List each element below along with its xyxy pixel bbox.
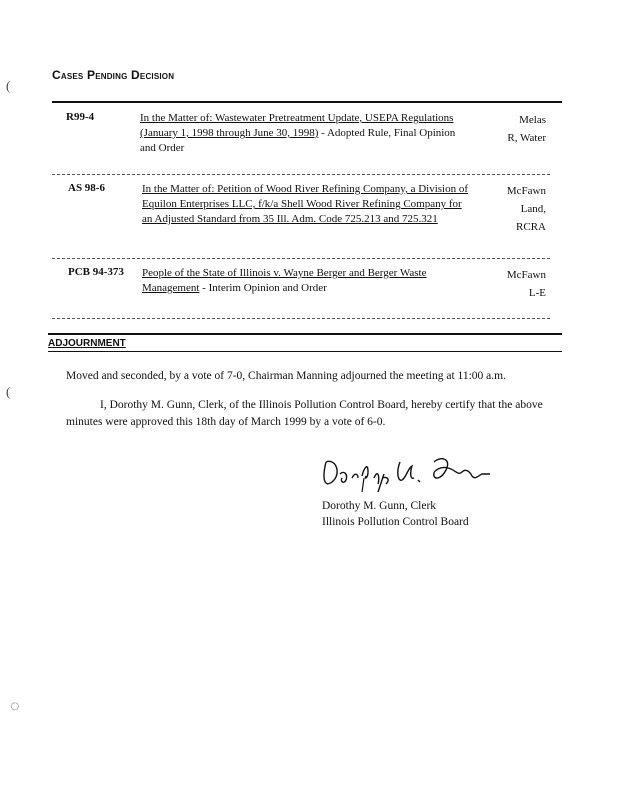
assigned-member: McFawn — [506, 269, 546, 281]
case-title — [140, 111, 470, 156]
case-type: RCRA — [516, 221, 546, 233]
adjournment-motion: Moved and seconded, by a vote of 7-0, Chairman Manning adjourned the meeting at 11:00 a.m. — [66, 370, 506, 382]
punch-hole-mark: ◌ — [10, 698, 20, 715]
case-assignment — [476, 182, 546, 236]
case-assignment — [476, 111, 546, 147]
section-heading: Cases Pending Decision — [52, 68, 175, 82]
signer-name: Dorothy M. Gunn, Clerk — [322, 500, 437, 512]
signature-block — [322, 498, 469, 530]
case-row — [52, 111, 562, 167]
adjournment-rule — [48, 351, 562, 352]
case-divider — [52, 258, 550, 259]
case-row — [52, 182, 562, 252]
assigned-member: McFawn — [506, 185, 546, 197]
case-id: R99-4 — [66, 111, 95, 123]
case-title-link: In the Matter of: Wastewater Pretreatment Update, USEPA Regulations (January 1, 1998 through June 30, 1998) — [140, 112, 454, 139]
case-type: L-E — [528, 287, 546, 299]
case-type: Land, — [520, 203, 546, 215]
signer-organization: Illinois Pollution Control Board — [322, 516, 469, 528]
case-title — [142, 182, 472, 227]
scan-mark: ( — [6, 78, 11, 93]
clerk-signature — [318, 448, 498, 500]
case-id: AS 98-6 — [68, 182, 105, 194]
case-title-link: In the Matter of: Petition of Wood River Refining Company, a Division of Equilon Enterprises LLC, f/k/a Shell Wood River Refining Company for an Adjusted Standard from 35 Ill. Adm. Code 725.213 and 725.321 — [142, 183, 469, 225]
heading-rule — [52, 101, 562, 103]
assigned-member: Melas — [519, 114, 546, 126]
case-id: PCB 94-373 — [68, 266, 124, 278]
case-row — [52, 266, 562, 312]
case-divider — [52, 174, 550, 175]
scan-mark: ( — [6, 384, 11, 399]
case-title-link: People of the State of Illinois v. Wayne Berger and Berger Waste Management — [142, 267, 427, 294]
section-rule — [48, 333, 562, 335]
case-title-suffix: - Adopted Rule, Final Opinion and Order — [140, 127, 456, 154]
case-type: R, Water — [507, 132, 546, 144]
case-title-suffix: - Interim Opinion and Order — [199, 282, 327, 294]
case-divider — [52, 318, 550, 319]
case-assignment — [476, 266, 546, 302]
case-title — [142, 266, 472, 296]
certification-paragraph — [66, 397, 546, 431]
certification-text: I, Dorothy M. Gunn, Clerk, of the Illinois Pollution Control Board, hereby certify that the above minutes were approved this 18th day of March 1999 by a vote of 6-0. — [66, 399, 543, 428]
adjournment-heading: ADJOURNMENT — [48, 338, 126, 349]
